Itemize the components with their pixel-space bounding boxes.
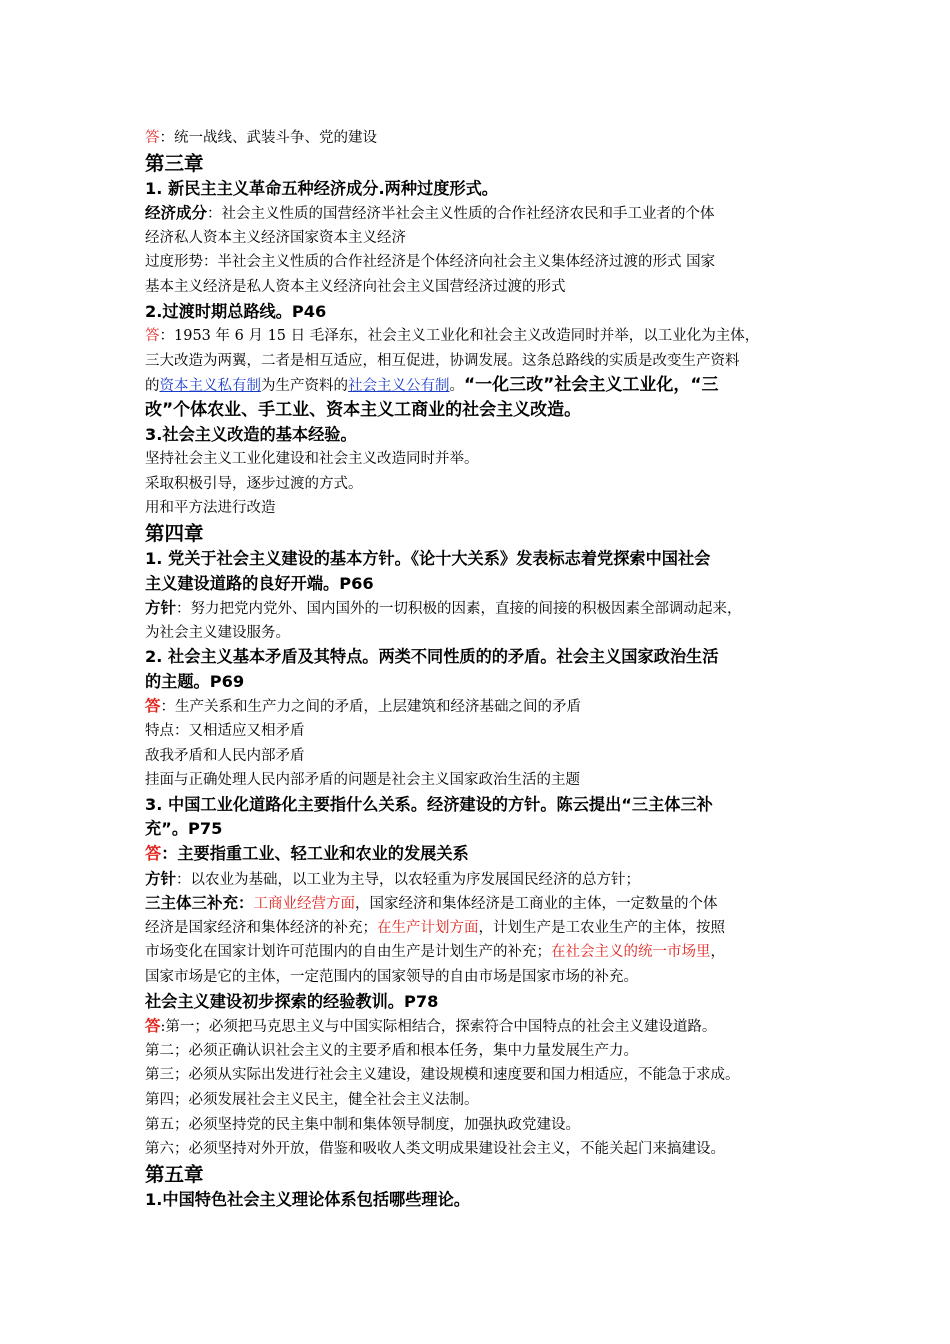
text-line: 第四；必须发展社会主义民主，健全社会主义法制。 (145, 1091, 479, 1108)
text-line: 经济成分：社会主义性质的国营经济半社会主义性质的合作社经济农民和手工业者的个体 (145, 204, 715, 223)
text-line: 为社会主义建设服务。 (145, 624, 290, 641)
document-page (145, 126, 817, 1212)
question-heading: 的主题。P69 (145, 671, 245, 691)
text-line: 市场变化在国家计划许可范围内的自由生产是计划生产的补充；在社会主义的统一市场里， (145, 944, 725, 961)
text-line: 挂面与正确处理人民内部矛盾的问题是社会主义国家政治生活的主题 (145, 772, 580, 789)
text-line: 敌我矛盾和人民内部矛盾 (145, 747, 305, 764)
answer-line: 答:第一；必须把马克思主义与中国实际相结合，探索符合中国特点的社会主义建设道路。 (145, 1017, 717, 1036)
chapter-heading: 第三章 (145, 151, 204, 175)
question-heading: 3. 中国工业化道路化主要指什么关系。经济建设的方针。陈云提出“三主体三补 (145, 794, 713, 814)
link-private-ownership[interactable]: 资本主义私有制 (159, 378, 261, 395)
answer-line: 答：统一战线、武装斗争、党的建设 (145, 130, 377, 146)
text-line: 过度形势：半社会主义性质的合作社经济是个体经济向社会主义集体经济过渡的形式 国家 (145, 254, 716, 271)
question-heading: 2.过渡时期总路线。P46 (145, 301, 327, 321)
text-line: 采取积极引导，逐步过渡的方式。 (145, 475, 363, 492)
text-line: 第六；必须坚持对外开放，借鉴和吸收人类文明成果建设社会主义，不能关起门来搞建设。 (145, 1141, 725, 1158)
text-line: 第三；必须从实际出发进行社会主义建设，建设规模和速度要和国力相适应，不能急于求成。 (145, 1067, 740, 1084)
text-line: 方针：以农业为基础，以工业为主导，以农轻重为序发展国民经济的总方针； (145, 869, 641, 888)
text-line: 用和平方法进行改造 (145, 500, 276, 517)
question-heading: 主义建设道路的良好开端。P66 (145, 573, 374, 593)
text-line: 坚持社会主义工业化建设和社会主义改造同时并举。 (145, 451, 479, 468)
text-line: 方针：努力把党内党外、国内国外的一切积极的因素，直接的间接的积极因素全部调动起来， (145, 599, 742, 618)
question-heading: 2. 社会主义基本矛盾及其特点。两类不同性质的的矛盾。社会主义国家政治生活 (145, 647, 719, 667)
question-heading: 充”。P75 (145, 819, 223, 839)
link-public-ownership[interactable]: 社会主义公有制 (348, 378, 450, 395)
text-line: 基本主义经济是私人资本主义经济向社会主义国营经济过渡的形式 (145, 278, 566, 295)
chapter-heading: 第四章 (145, 521, 204, 545)
text-line: 国家市场是它的主体，一定范围内的国家领导的自由市场是国家市场的补充。 (145, 969, 638, 985)
question-heading: 1.中国特色社会主义理论体系包括哪些理论。 (145, 1189, 470, 1209)
answer-line: 答：生产关系和生产力之间的矛盾，上层建筑和经济基础之间的矛盾 (145, 697, 582, 716)
text-line: 特点：又相适应又相矛盾 (145, 723, 305, 740)
text-line: 三主体三补充：工商业经营方面，国家经济和集体经济是工商业的主体，一定数量的个体 (145, 894, 718, 913)
text-line: 三大改造为两翼，二者是相互适应，相互促进，协调发展。这条总路线的实质是改变生产资料 (145, 352, 740, 369)
question-heading: 社会主义建设初步探索的经验教训。P78 (145, 991, 439, 1011)
question-heading: 1. 党关于社会主义建设的基本方针。《论十大关系》发表标志着党探索中国社会 (145, 548, 711, 568)
text-line: 改”个体农业、手工业、资本主义工商业的社会主义改造。 (145, 399, 582, 420)
text-line: 第二；必须正确认识社会主义的主要矛盾和根本任务，集中力量发展生产力。 (145, 1042, 638, 1059)
question-heading: 3.社会主义改造的基本经验。 (145, 424, 357, 444)
text-line: 经济是国家经济和集体经济的补充；在生产计划方面，计划生产是工农业生产的主体，按照 (145, 919, 725, 936)
text-line: 经济私人资本主义经济国家资本主义经济 (145, 229, 406, 246)
question-heading: 1. 新民主主义革命五种经济成分.两种过度形式。 (145, 178, 498, 198)
answer-line: 答：1953 年 6 月 15 日 毛泽东，社会主义工业化和社会主义改造同时并举，以工业化为主体， (145, 328, 760, 345)
answer-line: 答：主要指重工业、轻工业和农业的发展关系 (145, 844, 469, 864)
chapter-heading: 第五章 (145, 1162, 204, 1186)
text-line: 第五；必须坚持党的民主集中制和集体领导制度，加强执政党建设。 (145, 1116, 580, 1133)
text-line: 的资本主义私有制为生产资料的社会主义公有制。“一化三改”社会主义工业化，“三 (145, 375, 719, 396)
